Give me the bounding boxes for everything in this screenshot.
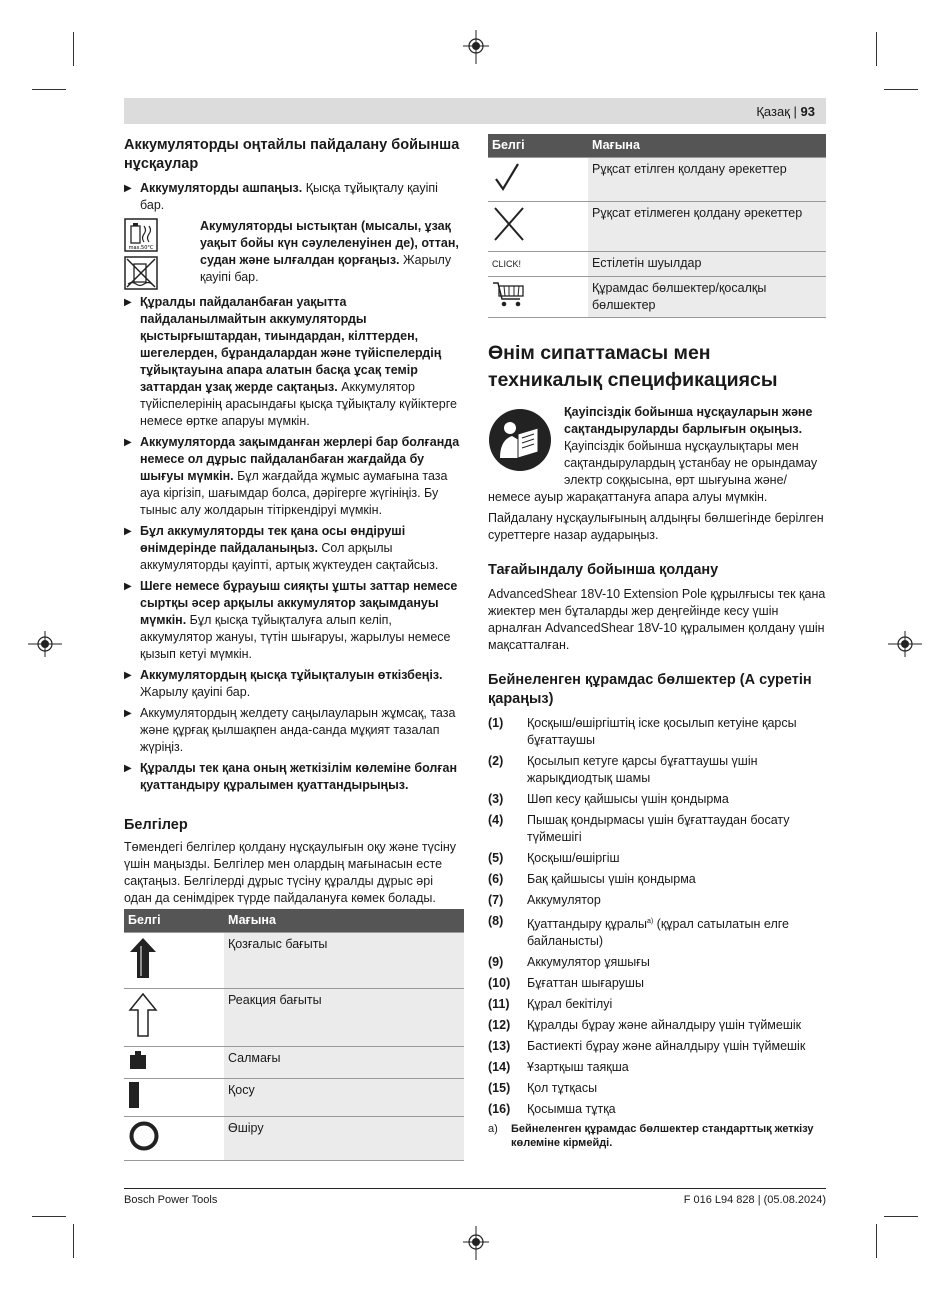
crop-mark bbox=[73, 1224, 74, 1258]
item-text: Бұл қысқа тұйықталуға алып келіп, аккумулятор жануы, түтін шығаруы, жарылуы немесе қызып кетуі мүмкін. bbox=[140, 613, 451, 661]
bullet-arrow-icon: ▶ bbox=[124, 670, 132, 681]
bullet-arrow-icon: ▶ bbox=[124, 437, 132, 448]
part-text: Ұзартқыш таяқша bbox=[527, 1060, 629, 1075]
item-text: Сол арқылы аккумуляторды қауіпті, артық жүктеуден сақтайсыз. bbox=[140, 541, 439, 572]
symbol-cell bbox=[124, 1117, 224, 1161]
part-number: (15) bbox=[488, 1081, 511, 1096]
list-item bbox=[488, 913, 826, 950]
bullet-arrow-icon: ▶ bbox=[124, 708, 132, 719]
meaning-cell: Қосу bbox=[224, 1079, 464, 1117]
table-header bbox=[124, 909, 464, 933]
part-text: Бұғаттан шығарушы bbox=[527, 976, 644, 991]
item-bold: Шеге немесе бұрауыш сияқты ұшты заттар немесе сыртқы әсер арқылы аккумулятор зақымдануы мүмкін. bbox=[140, 579, 458, 627]
part-number: (6) bbox=[488, 872, 504, 886]
part-text-extra: (құрал сатылатын елге байланысты) bbox=[527, 917, 789, 949]
col-header: Мағына bbox=[588, 134, 826, 158]
table-row bbox=[488, 202, 826, 252]
item-text: Қысқа тұйықталу қауіпі бар. bbox=[140, 181, 438, 212]
part-text: Қосқыш/өшіргіштің іске қосылып кетуіне қарсы бұғаттаушы bbox=[527, 716, 797, 747]
part-number: (3) bbox=[488, 792, 504, 806]
part-text: Құрал бекітілуі bbox=[527, 997, 613, 1012]
symbol-cell bbox=[124, 989, 224, 1047]
meaning-cell: Реакция бағыты bbox=[224, 989, 464, 1047]
crop-mark bbox=[884, 1216, 918, 1217]
list-item bbox=[488, 812, 826, 846]
read-manual-icon bbox=[488, 408, 552, 472]
meaning-cell: Естілетін шуылдар bbox=[588, 252, 826, 277]
item-bold: Құралды пайдаланбаған уақытта пайдаланылмайтын аккумуляторды қыстырғыштардан, тиындардан, кілттерден, шегелерден, бұрандалардан және түйіспелердің тұйықтауына апара алатын басқа ұсақ темір заттардан ұзақ жерде сақтаңыз. bbox=[140, 295, 442, 394]
footnote-number: a) bbox=[488, 1123, 498, 1136]
left-column bbox=[124, 136, 464, 1161]
meaning-cell: Салмағы bbox=[224, 1047, 464, 1079]
part-number: (4) bbox=[488, 813, 504, 827]
header-separator: | bbox=[793, 104, 797, 119]
registration-mark-icon bbox=[888, 628, 922, 660]
warning-block bbox=[124, 218, 464, 290]
off-circle-icon bbox=[128, 1120, 160, 1152]
list-item bbox=[124, 523, 464, 574]
list-item bbox=[124, 705, 464, 756]
arrow-up-outline-icon bbox=[128, 992, 158, 1038]
crop-mark bbox=[32, 1216, 66, 1217]
parts-list bbox=[488, 715, 826, 1118]
table-row bbox=[124, 1079, 464, 1117]
part-number: (10) bbox=[488, 976, 511, 991]
part-text: Қосымша тұтқа bbox=[527, 1102, 616, 1117]
list-item bbox=[124, 434, 464, 519]
footnote-text: Бейнеленген құрамдас бөлшектер стандарттық жеткізу көлеміне кірмейді. bbox=[511, 1123, 814, 1150]
item-bold: Аккумулятордың қысқа тұйықталуын өткізбеңіз. bbox=[140, 668, 443, 682]
bullet-arrow-icon: ▶ bbox=[124, 526, 132, 537]
part-number: (11) bbox=[488, 997, 510, 1012]
list-item bbox=[488, 753, 826, 787]
battery-heading: Аккумуляторды оңтайлы пайдалану бойынша нұсқаулар bbox=[124, 137, 460, 172]
meaning-cell: Қозғалыс бағыты bbox=[224, 933, 464, 989]
safety-body: Қауіпсіздік бойынша нұсқаулықтары мен сақтандырулардың ұстанбау не орындамау электр соққысына, өрт шығуына және/ немесе ауыр жарақаттануға апара алуы мүмкін. bbox=[488, 439, 818, 504]
table-header bbox=[488, 134, 826, 158]
part-text: Бақ қайшысы үшін қондырма bbox=[527, 872, 696, 886]
part-text: Қосылып кетуге қарсы бұғаттаушы үшін жарықдиодтық шамы bbox=[527, 754, 758, 785]
crop-mark bbox=[884, 89, 918, 90]
list-item bbox=[488, 1059, 826, 1076]
symbols-heading: Белгілер bbox=[124, 817, 188, 833]
list-item bbox=[488, 1038, 826, 1055]
cart-icon bbox=[492, 280, 526, 308]
item-text: Аккумулятор түйіспелерінің арасындағы қысқа тұйықталу күйіктерге немесе өртке апаруы мүмкін. bbox=[140, 380, 457, 428]
part-number: (12) bbox=[488, 1018, 511, 1033]
meaning-cell: Рұқсат етілген қолдану әрекеттер bbox=[588, 158, 826, 202]
list-item bbox=[488, 975, 826, 992]
registration-mark-icon bbox=[460, 1226, 492, 1260]
footnote bbox=[488, 1122, 826, 1150]
list-item bbox=[124, 180, 464, 214]
part-text: Қосқыш/өшіргіш bbox=[527, 851, 620, 865]
bullet-arrow-icon: ▶ bbox=[124, 763, 132, 774]
temp-label: max.50°C bbox=[128, 245, 154, 251]
parts-heading: Бейнеленген құрамдас бөлшектер (А суретін қараңыз) bbox=[488, 672, 812, 707]
part-text: Аккумулятор bbox=[527, 893, 601, 907]
footer-rule bbox=[124, 1188, 826, 1189]
list-item bbox=[488, 954, 826, 971]
safety-bold: Қауіпсіздік бойынша нұсқауларын және сақтандыруларды барлығын оқыңыз. bbox=[564, 405, 813, 436]
table-row bbox=[124, 1047, 464, 1079]
part-number: (8) bbox=[488, 914, 504, 928]
symbols-intro: Төмендегі белгілер қолдану нұсқаулығын оқу және түсіну үшін маңызды. Белгілер мен олардың мағынасын есте сақтаңыз. Белгілерді дұрыс түсіну құралды дұрыс әрі одан да сенімдірек түрде пайдалануға көмек болады. bbox=[124, 840, 457, 905]
table-row bbox=[488, 158, 826, 202]
col-header: Белгі bbox=[124, 909, 224, 933]
footer-brand: Bosch Power Tools bbox=[124, 1194, 218, 1206]
symbols-table bbox=[124, 909, 464, 1161]
bullet-arrow-icon: ▶ bbox=[124, 297, 132, 308]
symbol-cell bbox=[488, 202, 588, 252]
see-images-text: Пайдалану нұсқаулығының алдыңғы бөлшегінде берілген суреттерге назар аударыңыз. bbox=[488, 511, 824, 542]
bullet-arrow-icon: ▶ bbox=[124, 581, 132, 592]
part-number: (7) bbox=[488, 893, 504, 907]
symbol-cell bbox=[124, 1079, 224, 1117]
usage-text: AdvancedShear 18V-10 Extension Pole құрылғысы тек қана жиектер мен бұталарды жер деңгейінде кесу үшін арналған AdvancedShear 18V-10 құралымен қолдану үшін мақсатталған. bbox=[488, 587, 826, 652]
symbols-table-2 bbox=[488, 134, 826, 318]
no-water-icon bbox=[124, 256, 158, 290]
registration-mark-icon bbox=[28, 628, 62, 660]
part-text: Шөп кесу қайшысы үшін қондырма bbox=[527, 792, 729, 806]
footer-doc-id: F 016 L94 828 | (05.08.2024) bbox=[683, 1194, 826, 1206]
safety-block bbox=[488, 404, 826, 506]
list-item bbox=[488, 1017, 826, 1034]
col-header: Мағына bbox=[224, 909, 464, 933]
list-item bbox=[124, 294, 464, 430]
part-text: Құралды бұрау және айналдыру үшін түймешік bbox=[527, 1018, 802, 1033]
part-number: (1) bbox=[488, 716, 504, 730]
right-column bbox=[488, 134, 826, 1150]
list-item bbox=[124, 667, 464, 701]
table-row bbox=[124, 933, 464, 989]
bullet-arrow-icon: ▶ bbox=[124, 183, 132, 194]
item-bold: Акумуляторды ыстықтан (мысалы, ұзақ уақыт бойы күн сәулеленуінен де), оттан, судан және ылғалдан қорғаңыз. bbox=[200, 219, 459, 267]
click-label: CLICK! bbox=[492, 259, 522, 269]
table-row bbox=[124, 1117, 464, 1161]
warning-text bbox=[200, 218, 464, 290]
list-item bbox=[124, 760, 464, 794]
header-bar bbox=[124, 98, 826, 124]
symbol-cell bbox=[124, 933, 224, 989]
list-item bbox=[488, 1101, 826, 1118]
cross-icon bbox=[492, 205, 526, 243]
item-bold: Аккумуляторда зақымданған жерлері бар болғанда немесе ол дұрыс пайдаланбаған жағдайда бу шығуы мүмкін. bbox=[140, 435, 460, 483]
part-number: (5) bbox=[488, 851, 504, 865]
part-number: (14) bbox=[488, 1060, 511, 1075]
part-text: Бастиекті бұрау және айналдыру үшін түймешік bbox=[527, 1039, 806, 1054]
meaning-cell: Өшіру bbox=[224, 1117, 464, 1161]
on-bar-icon bbox=[128, 1082, 140, 1108]
crop-mark bbox=[73, 32, 74, 66]
list-item bbox=[488, 850, 826, 867]
symbol-cell bbox=[488, 158, 588, 202]
heat-warning-icon bbox=[124, 218, 158, 252]
item-bold: Құралды тек қана оның жеткізілім көлеміне болған қуаттандыру құралымен қуаттандырыңыз. bbox=[140, 761, 458, 792]
usage-heading: Тағайындалу бойынша қолдану bbox=[488, 562, 719, 578]
list-item bbox=[488, 892, 826, 909]
part-number: (2) bbox=[488, 754, 504, 768]
item-text: Жарылу қауіпі бар. bbox=[200, 253, 452, 284]
meaning-cell: Рұқсат етілмеген қолдану әрекеттер bbox=[588, 202, 826, 252]
part-text-main: Қуаттандыру құралы bbox=[527, 917, 647, 932]
header-language: Қазақ bbox=[756, 104, 790, 119]
part-text: Қол тұтқасы bbox=[527, 1081, 598, 1096]
footnote-marker: a) bbox=[646, 918, 654, 925]
symbol-cell bbox=[488, 277, 588, 318]
symbol-cell bbox=[124, 1047, 224, 1079]
col-header: Белгі bbox=[488, 134, 588, 158]
table-row bbox=[488, 252, 826, 277]
crop-mark bbox=[876, 1224, 877, 1258]
part-text: Пышақ қондырмасы үшін бұғаттаудан босату түймешігі bbox=[527, 813, 790, 844]
warning-icons bbox=[124, 218, 200, 290]
list-item bbox=[488, 791, 826, 808]
item-bold: Бұл аккумуляторды тек қана осы өндіруші өнімдерінде пайдаланыңыз. bbox=[140, 524, 406, 555]
page-header bbox=[756, 103, 815, 120]
symbol-cell bbox=[488, 252, 588, 277]
part-number: (16) bbox=[488, 1102, 511, 1117]
part-number: (9) bbox=[488, 955, 504, 970]
checkmark-icon bbox=[492, 161, 522, 193]
item-text: Бұл жағдайда жұмыс аумағына таза ауа кіргізіп, шағымдар болса, дәрігерге жүгініңіз. Бу тыныс алу жолдарын тітіркендіруі мүмкін. bbox=[140, 469, 448, 517]
registration-mark-icon bbox=[460, 30, 492, 64]
product-heading: Өнім сипаттамасы мен техникалық спецификациясы bbox=[488, 342, 778, 391]
crop-mark bbox=[32, 89, 66, 90]
meaning-cell: Құрамдас бөлшектер/қосалқы бөлшектер bbox=[588, 277, 826, 318]
table-row bbox=[124, 989, 464, 1047]
part-text bbox=[527, 913, 826, 950]
item-bold: Аккумуляторды ашпаңыз. bbox=[140, 181, 303, 195]
list-item bbox=[488, 871, 826, 888]
list-item bbox=[124, 578, 464, 663]
part-number: (13) bbox=[488, 1039, 511, 1054]
item-text: Аккумулятордың желдету саңылауларын жұмсақ, таза және құрғақ қылшақпен анда-санда мұқият тазалап жүріңіз. bbox=[140, 706, 456, 754]
part-text: Аккумулятор ұяшығы bbox=[527, 955, 650, 970]
weight-icon bbox=[128, 1050, 148, 1070]
list-item bbox=[488, 1080, 826, 1097]
item-text: Жарылу қауіпі бар. bbox=[140, 685, 251, 699]
list-item bbox=[488, 715, 826, 749]
page-number: 93 bbox=[800, 104, 815, 119]
arrow-up-filled-icon bbox=[128, 936, 158, 980]
crop-mark bbox=[876, 32, 877, 66]
table-row bbox=[488, 277, 826, 318]
list-item bbox=[488, 996, 826, 1013]
